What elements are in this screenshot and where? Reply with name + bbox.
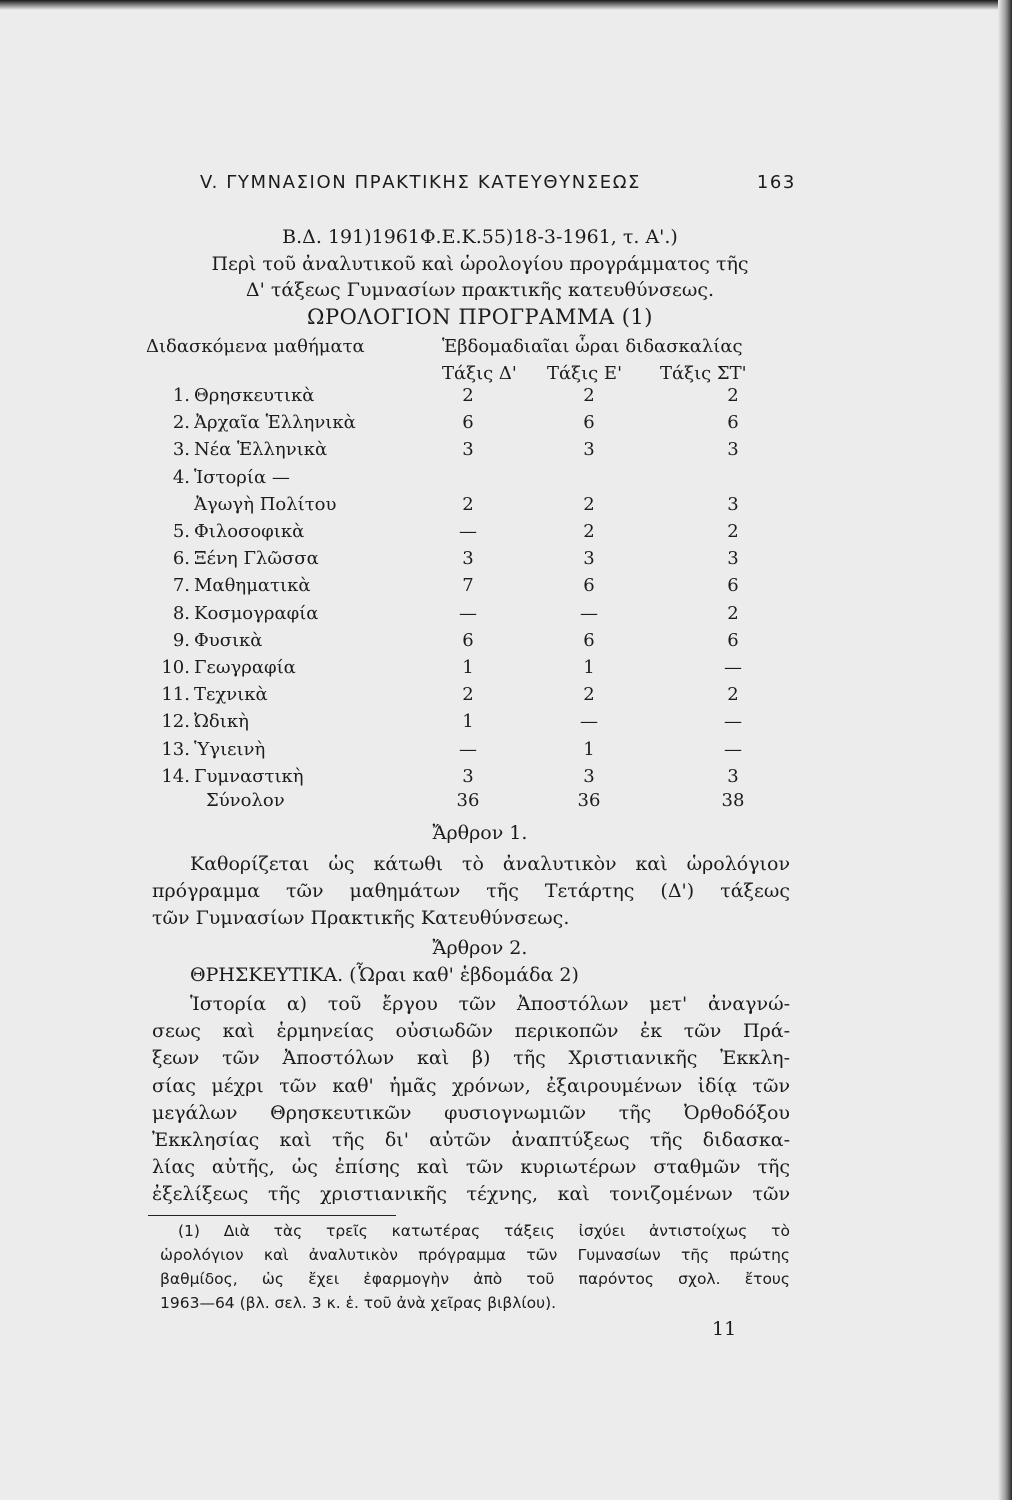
- hours-class-st: 3: [727, 765, 739, 787]
- table-row: [160, 711, 790, 737]
- hours-class-st: 2: [727, 385, 739, 406]
- hours-class-d: 2: [462, 385, 474, 406]
- row-number: 12.: [161, 711, 190, 733]
- hours-class-st: 3: [727, 439, 739, 461]
- hours-class-e: —: [580, 602, 598, 624]
- subject-name: Ὑγιεινὴ: [194, 738, 266, 760]
- footnote-line-4: 1963—64 (βλ. σελ. 3 κ. ἑ. τοῦ ἀνὰ χεῖρας βιβλίου).: [160, 1294, 557, 1312]
- subject-name: Φιλοσοφικὰ: [194, 521, 305, 542]
- subject-name: Ξένη Γλῶσσα: [194, 548, 319, 570]
- row-number: 11.: [161, 684, 190, 706]
- article-1-line-1: Καθορίζεται ὡς κάτωθι τὸ ἀναλυτικὸν καὶ ὡρολόγιον: [190, 853, 790, 875]
- subject-name: Θρησκευτικὰ: [194, 385, 315, 406]
- hours-class-st: —: [724, 711, 742, 733]
- article-1-heading: Ἄρθρον 1.: [432, 822, 528, 844]
- article-2-line-5: μεγάλων Θρησκευτικῶν φυσιογνωμιῶν τῆς Ὀρθοδόξου: [152, 1102, 790, 1124]
- subject-name: Μαθηματικὰ: [194, 575, 311, 597]
- subject-name: Φυσικὰ: [194, 629, 263, 651]
- table-title: ΩΡΟΛΟΓΙΟΝ ΠΡΟΓΡΑΜΜΑ (1): [307, 305, 653, 329]
- hours-class-st: 3: [727, 493, 739, 515]
- table-row: [160, 521, 790, 547]
- total-e: 36: [577, 790, 601, 811]
- hours-class-st: 2: [727, 602, 739, 624]
- table-row: [160, 548, 790, 574]
- hours-class-d: —: [459, 738, 477, 760]
- col-header-class-e: Τάξις Ε': [547, 363, 623, 384]
- hours-class-e: 6: [583, 412, 595, 434]
- hours-class-st: 6: [727, 629, 739, 651]
- decree-reference: Β.Δ. 191)1961Φ.Ε.Κ.55)18-3-1961, τ. Α'.): [282, 226, 678, 248]
- footnote-divider: [148, 1215, 396, 1216]
- table-row: [160, 603, 790, 629]
- hours-class-d: 6: [462, 412, 474, 434]
- hours-class-st: 2: [727, 684, 739, 706]
- subject-name: Ἱστορία —: [194, 466, 290, 488]
- table-row: [160, 494, 790, 520]
- table-row: [160, 684, 790, 710]
- article-1-line-3: τῶν Γυμνασίων Πρακτικῆς Κατευθύνσεως.: [152, 907, 570, 929]
- running-header-title: V. ΓΥΜΝΑΣΙΟΝ ΠΡΑΚΤΙΚΗΣ ΚΑΤΕΥΘΥΝΣΕΩΣ: [200, 172, 642, 193]
- row-number: 1.: [172, 385, 190, 406]
- table-row: [160, 439, 790, 465]
- col-header-class-st: Τάξις ΣΤ': [660, 363, 747, 384]
- table-row: [160, 766, 790, 792]
- total-d: 36: [456, 790, 480, 811]
- hours-class-st: —: [724, 657, 742, 678]
- hours-class-d: 2: [462, 684, 474, 706]
- row-number: 14.: [161, 765, 190, 787]
- row-number: 5.: [172, 521, 190, 542]
- hours-class-d: 2: [462, 493, 474, 515]
- table-row: [160, 630, 790, 656]
- table-row: [160, 739, 790, 765]
- subject-name: Ἀρχαῖα Ἑλληνικὰ: [194, 412, 356, 434]
- subject-name: Γυμναστικὴ: [194, 765, 304, 787]
- row-number: 8.: [172, 602, 190, 624]
- hours-class-d: 3: [462, 765, 474, 787]
- hours-class-d: 7: [462, 575, 474, 597]
- hours-class-d: 3: [462, 548, 474, 570]
- hours-class-st: —: [724, 738, 742, 760]
- total-label: Σύνολον: [206, 790, 285, 811]
- running-header: [200, 172, 796, 193]
- hours-class-d: 6: [462, 629, 474, 651]
- subject-name: Γεωγραφία: [194, 657, 296, 678]
- hours-class-e: 3: [583, 765, 595, 787]
- article-2-line-6: Ἐκκλησίας καὶ τῆς δι' αὐτῶν ἀναπτύξεως τῆς διδασκα-: [152, 1129, 790, 1151]
- table-row: [160, 412, 790, 438]
- hours-class-e: 2: [583, 493, 595, 515]
- hours-class-st: 3: [727, 548, 739, 570]
- row-number: 3.: [172, 439, 190, 461]
- article-1-line-2: πρόγραμμα τῶν μαθημάτων τῆς Τετάρτης (Δ') τάξεως: [152, 880, 790, 902]
- col-header-subjects: Διδασκόμενα μαθήματα: [146, 336, 365, 357]
- article-2-line-8: ἐξελίξεως τῆς χριστιανικῆς τέχνης, καὶ τονιζομένων τῶν: [152, 1183, 790, 1205]
- hours-class-d: 1: [462, 711, 474, 733]
- article-2-line-3: ξεων τῶν Ἀποστόλων καὶ β) τῆς Χριστιανικῆς Ἐκκλη-: [152, 1047, 790, 1069]
- subject-name: Ἀγωγὴ Πολίτου: [194, 493, 337, 515]
- subject-name: Κοσμογραφία: [194, 602, 319, 624]
- hours-class-d: —: [459, 521, 477, 542]
- subtitle-line-1: Περὶ τοῦ ἀναλυτικοῦ καὶ ὡρολογίου προγράμματος τῆς: [211, 253, 749, 275]
- table-row: [160, 575, 790, 601]
- table-row: [160, 385, 790, 411]
- page-number: 163: [756, 172, 796, 193]
- hours-class-e: 3: [583, 548, 595, 570]
- subject-name: Τεχνικὰ: [194, 684, 268, 706]
- article-2-subject: ΘΡΗΣΚΕΥΤΙΚΑ. (Ὧραι καθ' ἑβδομάδα 2): [190, 964, 579, 986]
- footnote-line-3: βαθμίδος, ὡς ἔχει ἐφαρμογὴν ἀπὸ τοῦ παρόντος σχολ. ἔτους: [160, 1270, 790, 1288]
- article-2-line-7: λίας αὐτῆς, ὡς ἐπίσης καὶ τῶν κυριωτέρων σταθμῶν τῆς: [152, 1156, 790, 1178]
- hours-class-e: —: [580, 711, 598, 733]
- row-number: 7.: [172, 575, 190, 597]
- hours-class-e: 2: [583, 521, 595, 542]
- hours-class-d: 1: [462, 657, 474, 678]
- hours-class-st: 2: [727, 521, 739, 542]
- article-2-line-4: σίας μέχρι τῶν καθ' ἡμᾶς χρόνων, ἐξαιρουμένων ἰδίᾳ τῶν: [152, 1075, 790, 1097]
- col-header-class-d: Τάξις Δ': [442, 363, 517, 384]
- hours-class-e: 6: [583, 575, 595, 597]
- table-row: [160, 467, 790, 493]
- hours-class-d: —: [459, 602, 477, 624]
- footnote-line-1: (1) Διὰ τὰς τρεῖς κατωτέρας τάξεις ἰσχύει ἀντιστοίχως τὸ: [178, 1222, 790, 1240]
- hours-class-e: 6: [583, 629, 595, 651]
- subject-name: Ὠδικὴ: [194, 711, 249, 733]
- hours-class-e: 1: [583, 738, 595, 760]
- hours-class-st: 6: [727, 412, 739, 434]
- hours-class-st: 6: [727, 575, 739, 597]
- row-number: 4.: [172, 466, 190, 488]
- hours-class-e: 3: [583, 439, 595, 461]
- table-row: [160, 657, 790, 683]
- article-2-line-2: σεως καὶ ἑρμηνείας οὐσιωδῶν περικοπῶν ἐκ τῶν Πρά-: [152, 1020, 790, 1042]
- article-2-line-1: Ἱστορία α) τοῦ ἔργου τῶν Ἀποστόλων μετ' ἀναγνώ-: [190, 993, 790, 1015]
- footnote-line-2: ὡρολόγιον καὶ ἀναλυτικὸν πρόγραμμα τῶν Γυμνασίων τῆς πρώτης: [160, 1246, 790, 1264]
- row-number: 6.: [172, 548, 190, 570]
- row-number: 13.: [161, 738, 190, 760]
- signature-mark: 11: [712, 1318, 737, 1340]
- row-number: 2.: [172, 412, 190, 434]
- row-number: 10.: [161, 657, 190, 678]
- hours-class-e: 2: [583, 385, 595, 406]
- total-row: [160, 790, 790, 816]
- hours-class-e: 2: [583, 684, 595, 706]
- row-number: 9.: [172, 629, 190, 651]
- hours-class-d: 3: [462, 439, 474, 461]
- total-st: 38: [721, 790, 745, 811]
- col-header-hours: Ἑβδομαδιαῖαι ὧραι διδασκαλίας: [442, 336, 743, 357]
- subject-name: Νέα Ἑλληνικὰ: [194, 439, 328, 461]
- hours-class-e: 1: [583, 657, 595, 678]
- article-2-heading: Ἄρθρον 2.: [432, 937, 528, 959]
- subtitle-line-2: Δ' τάξεως Γυμνασίων πρακτικῆς κατευθύνσεως.: [245, 279, 715, 301]
